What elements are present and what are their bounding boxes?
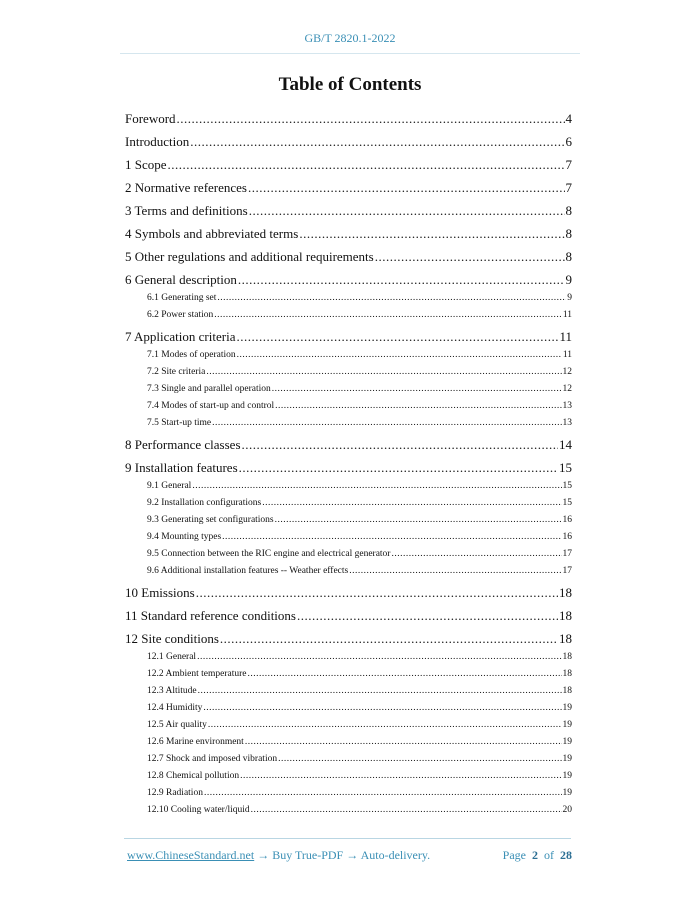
toc-entry-page: 18 xyxy=(562,669,572,679)
dot-leader xyxy=(299,224,564,244)
toc-entry-page: 19 xyxy=(562,720,572,730)
dot-leader xyxy=(278,751,561,768)
toc-entry[interactable] xyxy=(125,155,572,175)
dot-leader xyxy=(391,546,561,563)
toc-entry[interactable] xyxy=(125,224,572,244)
toc-entry-label: 9 Installation features xyxy=(125,460,238,475)
toc-entry-page: 11 xyxy=(559,329,572,344)
toc-entry-label: 9.3 Generating set configurations xyxy=(147,515,274,525)
dot-leader xyxy=(198,683,562,700)
toc-entry[interactable] xyxy=(125,247,572,267)
dot-leader xyxy=(239,458,558,478)
toc-entry-label: 12.5 Air quality xyxy=(147,720,207,730)
toc-entry-page: 11 xyxy=(562,310,572,320)
dot-leader xyxy=(247,666,561,683)
dot-leader xyxy=(206,364,561,381)
toc-entry-label: 11 Standard reference conditions xyxy=(125,608,296,623)
of-word: of xyxy=(544,848,554,862)
toc-entry-label: 12 Site conditions xyxy=(125,631,219,646)
toc-subentry[interactable] xyxy=(125,529,572,546)
toc-entry-label: 12.8 Chemical pollution xyxy=(147,771,240,781)
toc-entry[interactable] xyxy=(125,178,572,198)
toc-entry-label: 12.1 General xyxy=(147,652,197,662)
dot-leader xyxy=(262,495,561,512)
toc-entry-page: 6 xyxy=(565,134,572,149)
toc-subentry[interactable] xyxy=(125,381,572,398)
toc-subentry[interactable] xyxy=(125,478,572,495)
toc-entry-label: 7.4 Modes of start-up and control xyxy=(147,401,275,411)
toc-subentry[interactable] xyxy=(125,364,572,381)
toc-entry-page: 18 xyxy=(562,652,572,662)
document-id-header: GB/T 2820.1-2022 xyxy=(304,31,396,45)
toc-subentry[interactable] xyxy=(125,290,572,307)
toc-subentry[interactable] xyxy=(125,700,572,717)
dot-leader xyxy=(238,270,565,290)
toc-entry-page: 8 xyxy=(565,249,572,264)
toc-subentry[interactable] xyxy=(125,751,572,768)
toc-entry-label: 7.3 Single and parallel operation xyxy=(147,384,271,394)
toc-entry-label: 12.10 Cooling water/liquid xyxy=(147,805,250,815)
toc-entry-page: 8 xyxy=(565,203,572,218)
toc-entry-page: 16 xyxy=(562,515,572,525)
toc-subentry[interactable] xyxy=(125,785,572,802)
toc-entry-page: 19 xyxy=(562,754,572,764)
toc-entry-page: 11 xyxy=(562,350,572,360)
footer-promo-text: → Buy True-PDF → Auto-delivery. xyxy=(254,848,431,862)
dot-leader xyxy=(375,247,565,267)
toc-entry-page: 19 xyxy=(562,737,572,747)
toc-entry-label: 6 General description xyxy=(125,272,237,287)
toc-subentry[interactable] xyxy=(125,415,572,432)
dot-leader xyxy=(242,435,558,455)
dot-leader xyxy=(190,132,564,152)
toc-entry-page: 19 xyxy=(562,703,572,713)
toc-subentry[interactable] xyxy=(125,768,572,785)
toc-entry[interactable] xyxy=(125,583,572,603)
toc-subentry[interactable] xyxy=(125,734,572,751)
toc-entry-page: 17 xyxy=(562,549,572,559)
dot-leader xyxy=(222,529,561,546)
toc-entry-page: 14 xyxy=(559,437,572,452)
toc-entry[interactable] xyxy=(125,435,572,455)
dot-leader xyxy=(204,785,562,802)
header-divider xyxy=(120,53,580,54)
toc-entry-label: 12.3 Altitude xyxy=(147,686,197,696)
toc-entry-page: 9 xyxy=(567,293,572,303)
toc-entry-page: 19 xyxy=(562,771,572,781)
toc-entry[interactable] xyxy=(125,270,572,290)
toc-entry-label: 9.1 General xyxy=(147,481,192,491)
toc-entry-page: 20 xyxy=(562,805,572,815)
toc-entry-label: 12.7 Shock and imposed vibration xyxy=(147,754,278,764)
toc-subentry[interactable] xyxy=(125,563,572,580)
dot-leader xyxy=(251,802,562,819)
toc-subentry[interactable] xyxy=(125,307,572,324)
toc-entry[interactable] xyxy=(125,606,572,626)
toc-entry-label: 7.5 Start-up time xyxy=(147,418,212,428)
toc-entry-page: 18 xyxy=(562,686,572,696)
toc-entry[interactable] xyxy=(125,458,572,478)
toc-subentry[interactable] xyxy=(125,347,572,364)
toc-entry[interactable] xyxy=(125,109,572,129)
dot-leader xyxy=(220,629,558,649)
toc-entry-label: 9.6 Additional installation features -- Weather effects xyxy=(147,566,349,576)
toc-entry-page: 13 xyxy=(562,401,572,411)
toc-entry-label: 9.5 Connection between the RIC engine and electrical generator xyxy=(147,549,391,559)
toc-entry-page: 13 xyxy=(562,418,572,428)
toc-subentry[interactable] xyxy=(125,802,572,819)
dot-leader xyxy=(197,649,561,666)
dot-leader xyxy=(203,700,561,717)
toc-entry-page: 4 xyxy=(565,111,572,126)
footer xyxy=(127,848,572,863)
toc-entry-label: 10 Emissions xyxy=(125,585,195,600)
toc-subentry[interactable] xyxy=(125,398,572,415)
toc-entry-page: 18 xyxy=(559,608,572,623)
toc-entry-page: 19 xyxy=(562,788,572,798)
toc-entry-page: 8 xyxy=(565,226,572,241)
toc-entry-label: 9.2 Installation configurations xyxy=(147,498,262,508)
toc-entry-label: 12.4 Humidity xyxy=(147,703,203,713)
dot-leader xyxy=(177,109,565,129)
dot-leader xyxy=(272,381,562,398)
dot-leader xyxy=(217,290,566,307)
dot-leader xyxy=(349,563,561,580)
toc-entry-label: Introduction xyxy=(125,134,190,149)
toc-subentry[interactable] xyxy=(125,649,572,666)
toc-entry-label: 4 Symbols and abbreviated terms xyxy=(125,226,299,241)
dot-leader xyxy=(208,717,562,734)
dot-leader xyxy=(212,415,561,432)
toc-subentry[interactable] xyxy=(125,512,572,529)
toc-entry-page: 15 xyxy=(562,498,572,508)
dot-leader xyxy=(192,478,561,495)
toc-entry-label: 7.1 Modes of operation xyxy=(147,350,236,360)
toc-entry[interactable] xyxy=(125,201,572,221)
toc-entry-label: Foreword xyxy=(125,111,176,126)
footer-divider xyxy=(124,838,571,839)
page-indicator xyxy=(503,848,572,863)
toc-entry-label: 2 Normative references xyxy=(125,180,247,195)
toc-subentry[interactable] xyxy=(125,717,572,734)
dot-leader xyxy=(214,307,562,324)
toc-entry-page: 18 xyxy=(559,585,572,600)
dot-leader xyxy=(248,178,565,198)
toc-entry-page: 15 xyxy=(562,481,572,491)
toc-entry-label: 9.4 Mounting types xyxy=(147,532,222,542)
toc-entry-label: 6.2 Power station xyxy=(147,310,214,320)
toc-entry-page: 17 xyxy=(562,566,572,576)
toc-entry-label: 6.1 Generating set xyxy=(147,293,217,303)
toc-entry-label: 8 Performance classes xyxy=(125,437,241,452)
total-pages: 28 xyxy=(560,848,572,862)
toc-entry[interactable] xyxy=(125,629,572,649)
toc-entry-label: 3 Terms and definitions xyxy=(125,203,248,218)
toc-entry-page: 7 xyxy=(565,180,572,195)
toc-entry[interactable] xyxy=(125,132,572,152)
toc-subentry[interactable] xyxy=(125,666,572,683)
dot-leader xyxy=(168,155,565,175)
toc-entry-page: 9 xyxy=(565,272,572,287)
footer-promo xyxy=(127,848,430,863)
website-link[interactable]: www.ChineseStandard.net xyxy=(127,848,255,862)
toc-subentry[interactable] xyxy=(125,683,572,700)
dot-leader xyxy=(237,347,562,364)
toc-entry-label: 5 Other regulations and additional requirements xyxy=(125,249,374,264)
toc-entry-label: 12.9 Radiation xyxy=(147,788,203,798)
toc-entry-label: 7 Application criteria xyxy=(125,329,236,344)
dot-leader xyxy=(249,201,565,221)
dot-leader xyxy=(245,734,562,751)
page-title: Table of Contents xyxy=(278,74,422,95)
dot-leader xyxy=(240,768,561,785)
dot-leader xyxy=(196,583,558,603)
toc-entry-page: 18 xyxy=(559,631,572,646)
dot-leader xyxy=(275,398,561,415)
dot-leader xyxy=(297,606,558,626)
toc-entry[interactable] xyxy=(125,327,572,347)
toc-entry-page: 7 xyxy=(565,157,572,172)
toc-entry-page: 15 xyxy=(559,460,572,475)
page-word: Page xyxy=(502,848,526,862)
toc-entry-label: 7.2 Site criteria xyxy=(147,367,206,377)
toc-entry-label: 1 Scope xyxy=(125,157,167,172)
table-of-contents xyxy=(125,106,572,819)
toc-entry-page: 12 xyxy=(562,367,572,377)
toc-entry-page: 12 xyxy=(562,384,572,394)
toc-entry-label: 12.6 Marine environment xyxy=(147,737,244,747)
current-page: 2 xyxy=(532,848,538,862)
toc-subentry[interactable] xyxy=(125,495,572,512)
toc-entry-label: 12.2 Ambient temperature xyxy=(147,669,247,679)
toc-subentry[interactable] xyxy=(125,546,572,563)
toc-entry-page: 16 xyxy=(562,532,572,542)
dot-leader xyxy=(275,512,562,529)
dot-leader xyxy=(236,327,558,347)
